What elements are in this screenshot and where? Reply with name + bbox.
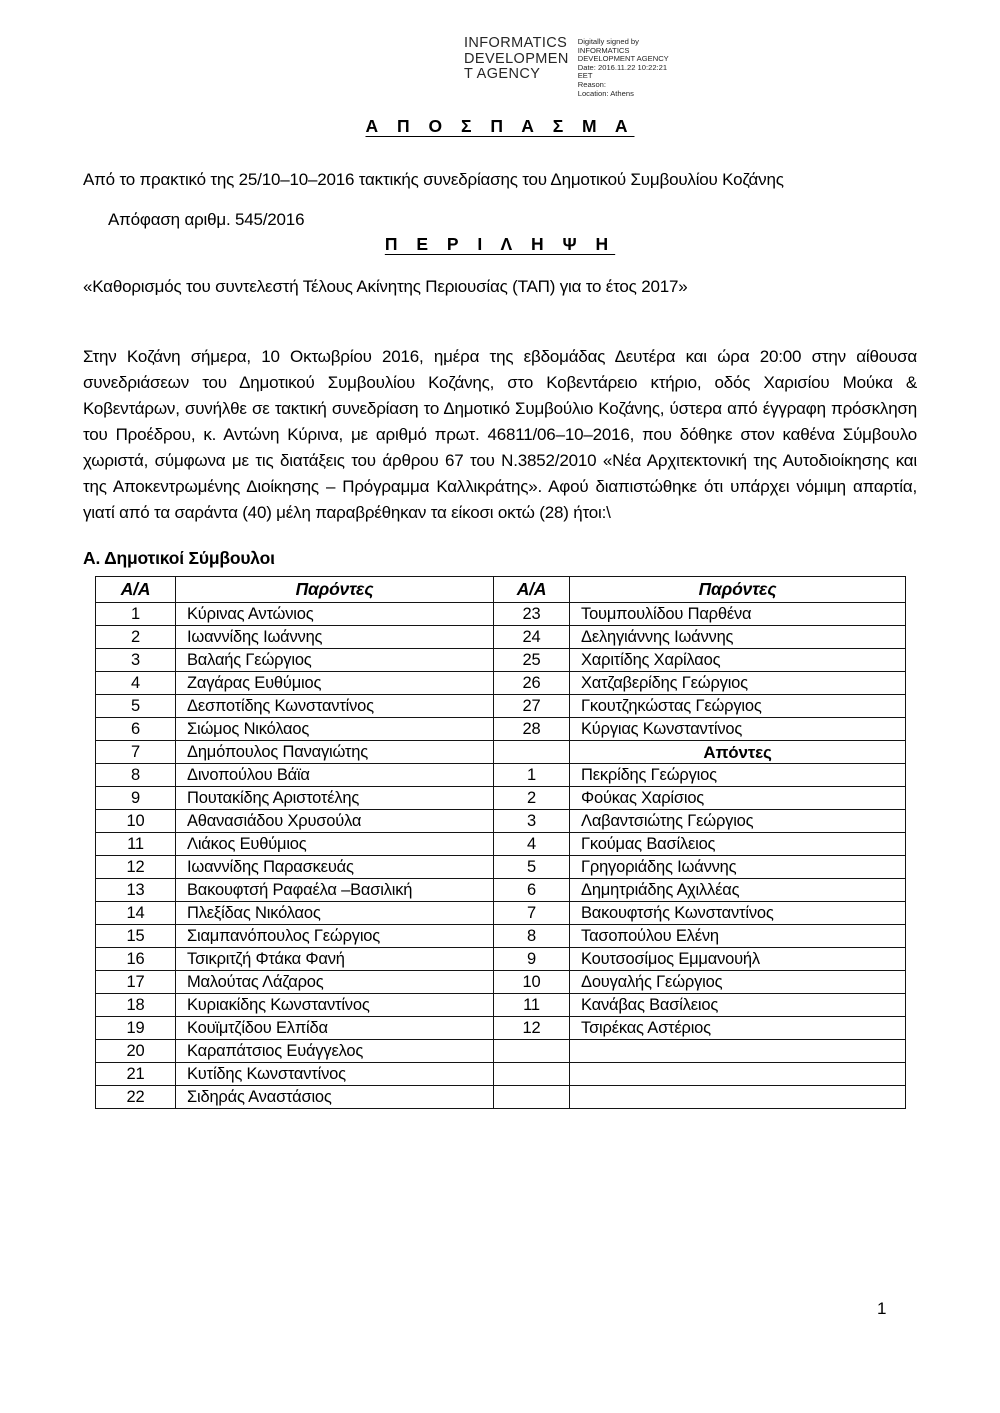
council-members-table bbox=[95, 576, 906, 1109]
member-name-cell: Ιωαννίδης Ιωάννης bbox=[176, 626, 494, 649]
member-index-cell: 22 bbox=[96, 1086, 176, 1109]
member-name-cell: Τασοπούλου Ελένη bbox=[570, 925, 906, 948]
member-index-cell: 11 bbox=[494, 994, 570, 1017]
member-index-cell: 1 bbox=[494, 764, 570, 787]
member-name-cell: Τσικριτζή Φτάκα Φανή bbox=[176, 948, 494, 971]
member-name-cell: Δεσποτίδης Κωνσταντίνος bbox=[176, 695, 494, 718]
member-name-cell: Βακουφτσή Ραφαέλα –Βασιλική bbox=[176, 879, 494, 902]
member-name-cell: Δεληγιάννης Ιωάννης bbox=[570, 626, 906, 649]
member-name-cell: Δημητριάδης Αχιλλέας bbox=[570, 879, 906, 902]
summary-heading-text: Π Ε Ρ Ι Λ Η Ψ Η bbox=[384, 234, 616, 254]
digital-signature-stamp bbox=[464, 36, 669, 98]
member-name-cell: Τουμπουλίδου Παρθένα bbox=[570, 603, 906, 626]
member-name-cell: Γρηγοριάδης Ιωάννης bbox=[570, 856, 906, 879]
member-index-cell: 3 bbox=[96, 649, 176, 672]
member-index-cell: 8 bbox=[494, 925, 570, 948]
table-row bbox=[96, 856, 906, 879]
member-name-cell: Δινοπούλου Βάϊα bbox=[176, 764, 494, 787]
member-name-cell: Κυριακίδης Κωνσταντίνος bbox=[176, 994, 494, 1017]
member-name-cell bbox=[570, 1086, 906, 1109]
member-index-cell: 10 bbox=[96, 810, 176, 833]
member-index-cell bbox=[494, 1063, 570, 1086]
table-row bbox=[96, 626, 906, 649]
member-name-cell: Γκουτζηκώστας Γεώργιος bbox=[570, 695, 906, 718]
member-index-cell: 2 bbox=[96, 626, 176, 649]
member-name-cell bbox=[570, 1040, 906, 1063]
header-aa-left: Α/Α bbox=[96, 577, 176, 603]
member-name-cell: Δουγαλής Γεώργιος bbox=[570, 971, 906, 994]
member-name-cell: Μαλούτας Λάζαρος bbox=[176, 971, 494, 994]
member-name-cell: Λιάκος Ευθύμιος bbox=[176, 833, 494, 856]
member-index-cell: 6 bbox=[96, 718, 176, 741]
member-index-cell bbox=[494, 741, 570, 764]
table-row bbox=[96, 879, 906, 902]
signature-details-line: DEVELOPMENT AGENCY bbox=[577, 54, 669, 64]
member-index-cell: 12 bbox=[494, 1017, 570, 1040]
table-row bbox=[96, 1040, 906, 1063]
member-index-cell: 8 bbox=[96, 764, 176, 787]
table-row bbox=[96, 603, 906, 626]
header-present-right: Παρόντες bbox=[570, 577, 906, 603]
page-number: 1 bbox=[877, 1299, 887, 1318]
member-index-cell: 23 bbox=[494, 603, 570, 626]
signature-details-line: Location: Athens bbox=[577, 88, 634, 98]
table-row bbox=[96, 718, 906, 741]
summary-heading bbox=[0, 234, 1000, 255]
member-name-cell: Πλεξίδας Νικόλαος bbox=[176, 902, 494, 925]
table-row bbox=[96, 695, 906, 718]
member-index-cell: 12 bbox=[96, 856, 176, 879]
intro-paragraph: Από το πρακτικό της 25/10–10–2016 τακτικής συνεδρίασης του Δημοτικού Συμβουλίου Κοζάνης bbox=[83, 170, 784, 189]
table-row bbox=[96, 994, 906, 1017]
table-header-row bbox=[96, 577, 906, 603]
member-name-cell bbox=[570, 1063, 906, 1086]
member-index-cell: 4 bbox=[96, 672, 176, 695]
member-name-cell: Σιώμος Νικόλαος bbox=[176, 718, 494, 741]
signature-details-line: Date: 2016.11.22 10:22:21 bbox=[577, 62, 668, 72]
signature-details-line: EET bbox=[577, 71, 593, 81]
member-index-cell: 10 bbox=[494, 971, 570, 994]
table-row bbox=[96, 1063, 906, 1086]
member-name-cell: Δημόπουλος Παναγιώτης bbox=[176, 741, 494, 764]
member-name-cell: Αθανασιάδου Χρυσούλα bbox=[176, 810, 494, 833]
member-index-cell: 15 bbox=[96, 925, 176, 948]
member-index-cell: 16 bbox=[96, 948, 176, 971]
member-index-cell: 4 bbox=[494, 833, 570, 856]
member-name-cell: Λαβαντσιώτης Γεώργιος bbox=[570, 810, 906, 833]
header-present-left: Παρόντες bbox=[176, 577, 494, 603]
table-row bbox=[96, 649, 906, 672]
body-paragraph: Στην Κοζάνη σήμερα, 10 Οκτωβρίου 2016, ημέρα της εβδομάδας Δευτέρα και ώρα 20:00 στην αίθουσα συνεδριάσεων του Δημοτικού Συμβουλίου Κοζάνης, στο Κοβεντάρειο κτήριο, οδός Χαρισίου Μούκα & Κοβεντάρων, συνήλθε σε τακτική συνεδρίαση το Δημοτικό Συμβούλιο Κοζάνης, ύστερα από έγγραφη πρόσκληση του Προέδρου, κ. Αντώνη Κύρινα, με αριθμό πρωτ. 46811/06–10–2016, που δόθηκε στον καθένα Σύμβουλο χωριστά, σύμφωνα με τις διατάξεις του άρθρου 67 του Ν.3852/2010 «Νέα Αρχιτεκτονική της Αυτοδιοίκησης και της Αποκεντρωμένης Διοίκησης – Πρόγραμμα Καλλικράτης». Αφού διαπιστώθηκε ότι υπάρχει νόμιμη απαρτία, γιατί από τα σαράντα (40) μέλη παραβρέθηκαν τα είκοσι οκτώ (28) ήτοι:\ bbox=[83, 347, 917, 522]
table-row bbox=[96, 925, 906, 948]
member-index-cell: 19 bbox=[96, 1017, 176, 1040]
member-index-cell: 3 bbox=[494, 810, 570, 833]
signature-details bbox=[578, 36, 669, 98]
member-index-cell: 9 bbox=[494, 948, 570, 971]
member-name-cell: Κύρινας Αντώνιος bbox=[176, 603, 494, 626]
table-row bbox=[96, 833, 906, 856]
member-name-cell: Ιωαννίδης Παρασκευάς bbox=[176, 856, 494, 879]
member-index-cell: 6 bbox=[494, 879, 570, 902]
table-row bbox=[96, 902, 906, 925]
member-index-cell: 1 bbox=[96, 603, 176, 626]
member-index-cell: 26 bbox=[494, 672, 570, 695]
member-name-cell: Πεκρίδης Γεώργιος bbox=[570, 764, 906, 787]
member-index-cell bbox=[494, 1040, 570, 1063]
header-aa-right: Α/Α bbox=[494, 577, 570, 603]
signature-agency-line: T AGENCY bbox=[464, 66, 541, 82]
member-name-cell: Πουτακίδης Αριστοτέλης bbox=[176, 787, 494, 810]
member-index-cell: 7 bbox=[96, 741, 176, 764]
member-name-cell: Κουτσοσίμος Εμμανουήλ bbox=[570, 948, 906, 971]
table-row bbox=[96, 787, 906, 810]
member-name-cell: Κύργιας Κωνσταντίνος bbox=[570, 718, 906, 741]
signature-details-line: INFORMATICS bbox=[577, 45, 630, 55]
signature-details-line: Reason: bbox=[577, 79, 607, 89]
table-body bbox=[96, 603, 906, 1109]
table-row bbox=[96, 1017, 906, 1040]
member-index-cell: 27 bbox=[494, 695, 570, 718]
document-title-text: Α Π Ο Σ Π Α Σ Μ Α bbox=[365, 116, 635, 136]
member-name-cell: Βαλαής Γεώργιος bbox=[176, 649, 494, 672]
member-name-cell: Σιαμπανόπουλος Γεώργιος bbox=[176, 925, 494, 948]
table-row bbox=[96, 672, 906, 695]
member-index-cell: 21 bbox=[96, 1063, 176, 1086]
member-name-cell: Φούκας Χαρίσιος bbox=[570, 787, 906, 810]
member-index-cell: 25 bbox=[494, 649, 570, 672]
member-name-cell: Κουϊμτζίδου Ελπίδα bbox=[176, 1017, 494, 1040]
member-name-cell: Γκούμας Βασίλειος bbox=[570, 833, 906, 856]
signature-agency-line: INFORMATICS bbox=[464, 35, 568, 51]
member-index-cell: 20 bbox=[96, 1040, 176, 1063]
member-name-cell: Καραπάτσιος Ευάγγελος bbox=[176, 1040, 494, 1063]
member-index-cell: 2 bbox=[494, 787, 570, 810]
member-index-cell: 11 bbox=[96, 833, 176, 856]
member-index-cell: 14 bbox=[96, 902, 176, 925]
member-index-cell: 24 bbox=[494, 626, 570, 649]
subject-line: «Καθορισμός του συντελεστή Τέλους Ακίνητης Περιουσίας (ΤΑΠ) για το έτος 2017» bbox=[83, 277, 688, 296]
member-name-cell: Κανάβας Βασίλειος bbox=[570, 994, 906, 1017]
signature-agency-line: DEVELOPMEN bbox=[464, 50, 569, 67]
signature-details-line: Digitally signed by bbox=[577, 37, 639, 46]
decision-number: Απόφαση αριθμ. 545/2016 bbox=[108, 210, 305, 229]
member-name-cell: Χατζαβερίδης Γεώργιος bbox=[570, 672, 906, 695]
table-row bbox=[96, 764, 906, 787]
member-name-cell: Ζαγάρας Ευθύμιος bbox=[176, 672, 494, 695]
table-row bbox=[96, 948, 906, 971]
signature-agency-name bbox=[464, 36, 569, 98]
table-row bbox=[96, 741, 906, 764]
member-name-cell: Σιδηράς Αναστάσιος bbox=[176, 1086, 494, 1109]
member-index-cell: 17 bbox=[96, 971, 176, 994]
member-name-cell: Χαριτίδης Χαρίλαος bbox=[570, 649, 906, 672]
document-title bbox=[0, 116, 1000, 137]
table-row bbox=[96, 971, 906, 994]
member-index-cell: 7 bbox=[494, 902, 570, 925]
member-index-cell bbox=[494, 1086, 570, 1109]
member-index-cell: 28 bbox=[494, 718, 570, 741]
absent-subheader-cell: Απόντες bbox=[570, 741, 906, 764]
member-name-cell: Τσιρέκας Αστέριος bbox=[570, 1017, 906, 1040]
section-heading: Α. Δημοτικοί Σύμβουλοι bbox=[83, 548, 275, 568]
member-index-cell: 9 bbox=[96, 787, 176, 810]
table-row bbox=[96, 1086, 906, 1109]
member-index-cell: 5 bbox=[96, 695, 176, 718]
member-name-cell: Βακουφτσής Κωνσταντίνος bbox=[570, 902, 906, 925]
member-name-cell: Κυτίδης Κωνσταντίνος bbox=[176, 1063, 494, 1086]
member-index-cell: 13 bbox=[96, 879, 176, 902]
member-index-cell: 18 bbox=[96, 994, 176, 1017]
table-row bbox=[96, 810, 906, 833]
member-index-cell: 5 bbox=[494, 856, 570, 879]
